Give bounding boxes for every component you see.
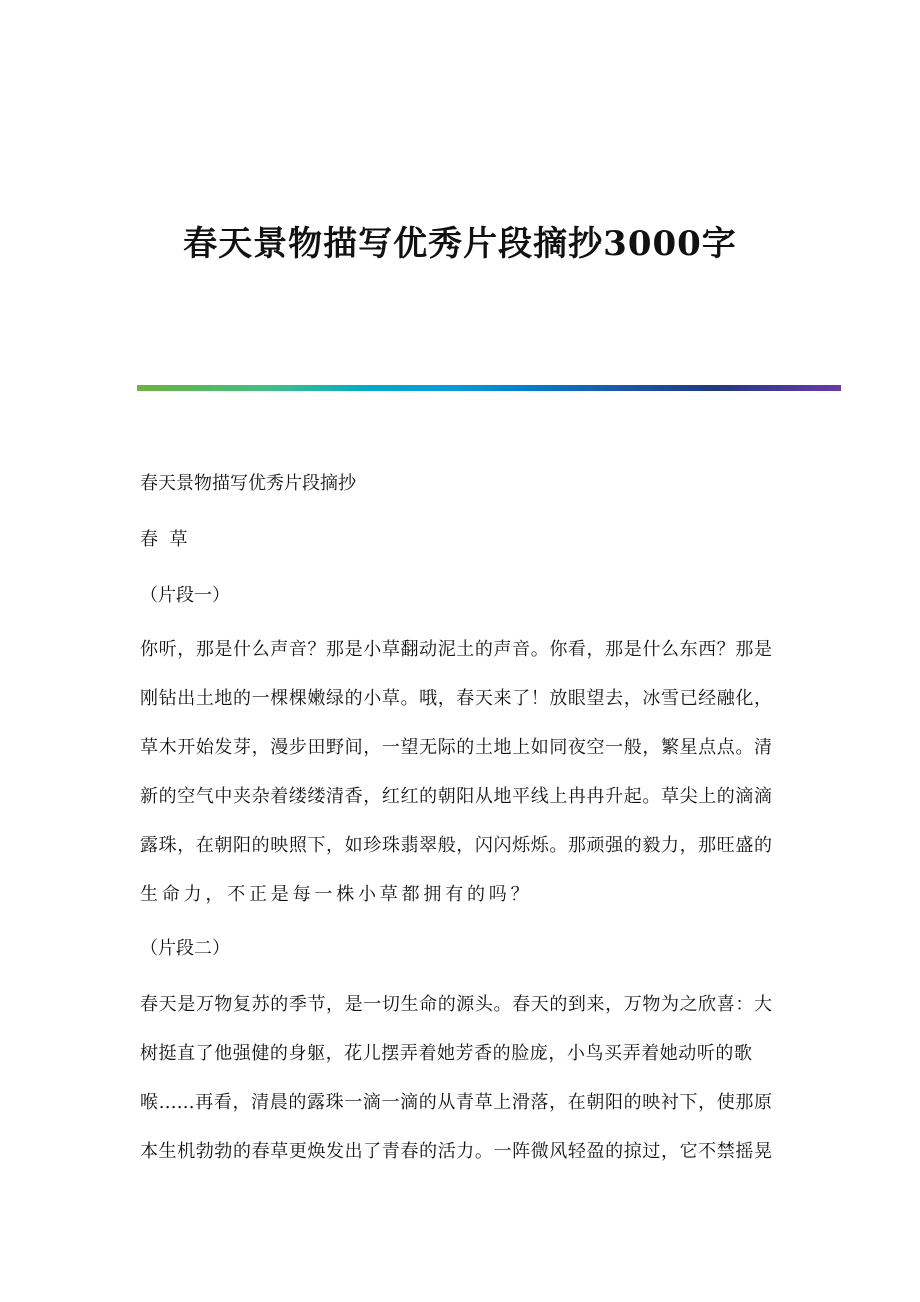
gradient-divider [137, 385, 841, 391]
paragraph-line: 草木开始发芽，漫步田野间，一望无际的土地上如同夜空一般，繁星点点。清 [140, 737, 772, 758]
fragment-label: （片段二） [140, 938, 230, 959]
paragraph-line: 你听，那是什么声音？那是小草翻动泥土的声音。你看，那是什么东西？那是 [140, 639, 772, 660]
paragraph-line: 春天是万物复苏的季节，是一切生命的源头。春天的到来，万物为之欣喜：大 [140, 994, 772, 1015]
fragment-label: （片段一） [140, 585, 230, 606]
paragraph-line: 生命力，不正是每一株小草都拥有的吗？ [140, 884, 533, 905]
section-heading: 春 草 [140, 529, 188, 550]
document-title: 春天景物描写优秀片段摘抄3000字 [183, 224, 737, 264]
paragraph-line: 本生机勃勃的春草更焕发出了青春的活力。一阵微风轻盈的掠过，它不禁摇晃 [140, 1141, 772, 1162]
paragraph-line: 露珠，在朝阳的映照下，如珍珠翡翠般，闪闪烁烁。那顽强的毅力，那旺盛的 [140, 835, 772, 856]
paragraph-line: 喉……再看，清晨的露珠一滴一滴的从青草上滑落，在朝阳的映衬下，使那原 [140, 1092, 772, 1113]
paragraph-line: 刚钻出土地的一棵棵嫩绿的小草。哦，春天来了！放眼望去，冰雪已经融化， [140, 688, 772, 709]
paragraph-line: 新的空气中夹杂着缕缕清香，红红的朝阳从地平线上冉冉升起。草尖上的滴滴 [140, 786, 772, 807]
paragraph-line: 树挺直了他强健的身躯，花儿摆弄着她芳香的脸庞，小鸟买弄着她动听的歌 [140, 1043, 752, 1064]
subtitle: 春天景物描写优秀片段摘抄 [140, 473, 356, 494]
